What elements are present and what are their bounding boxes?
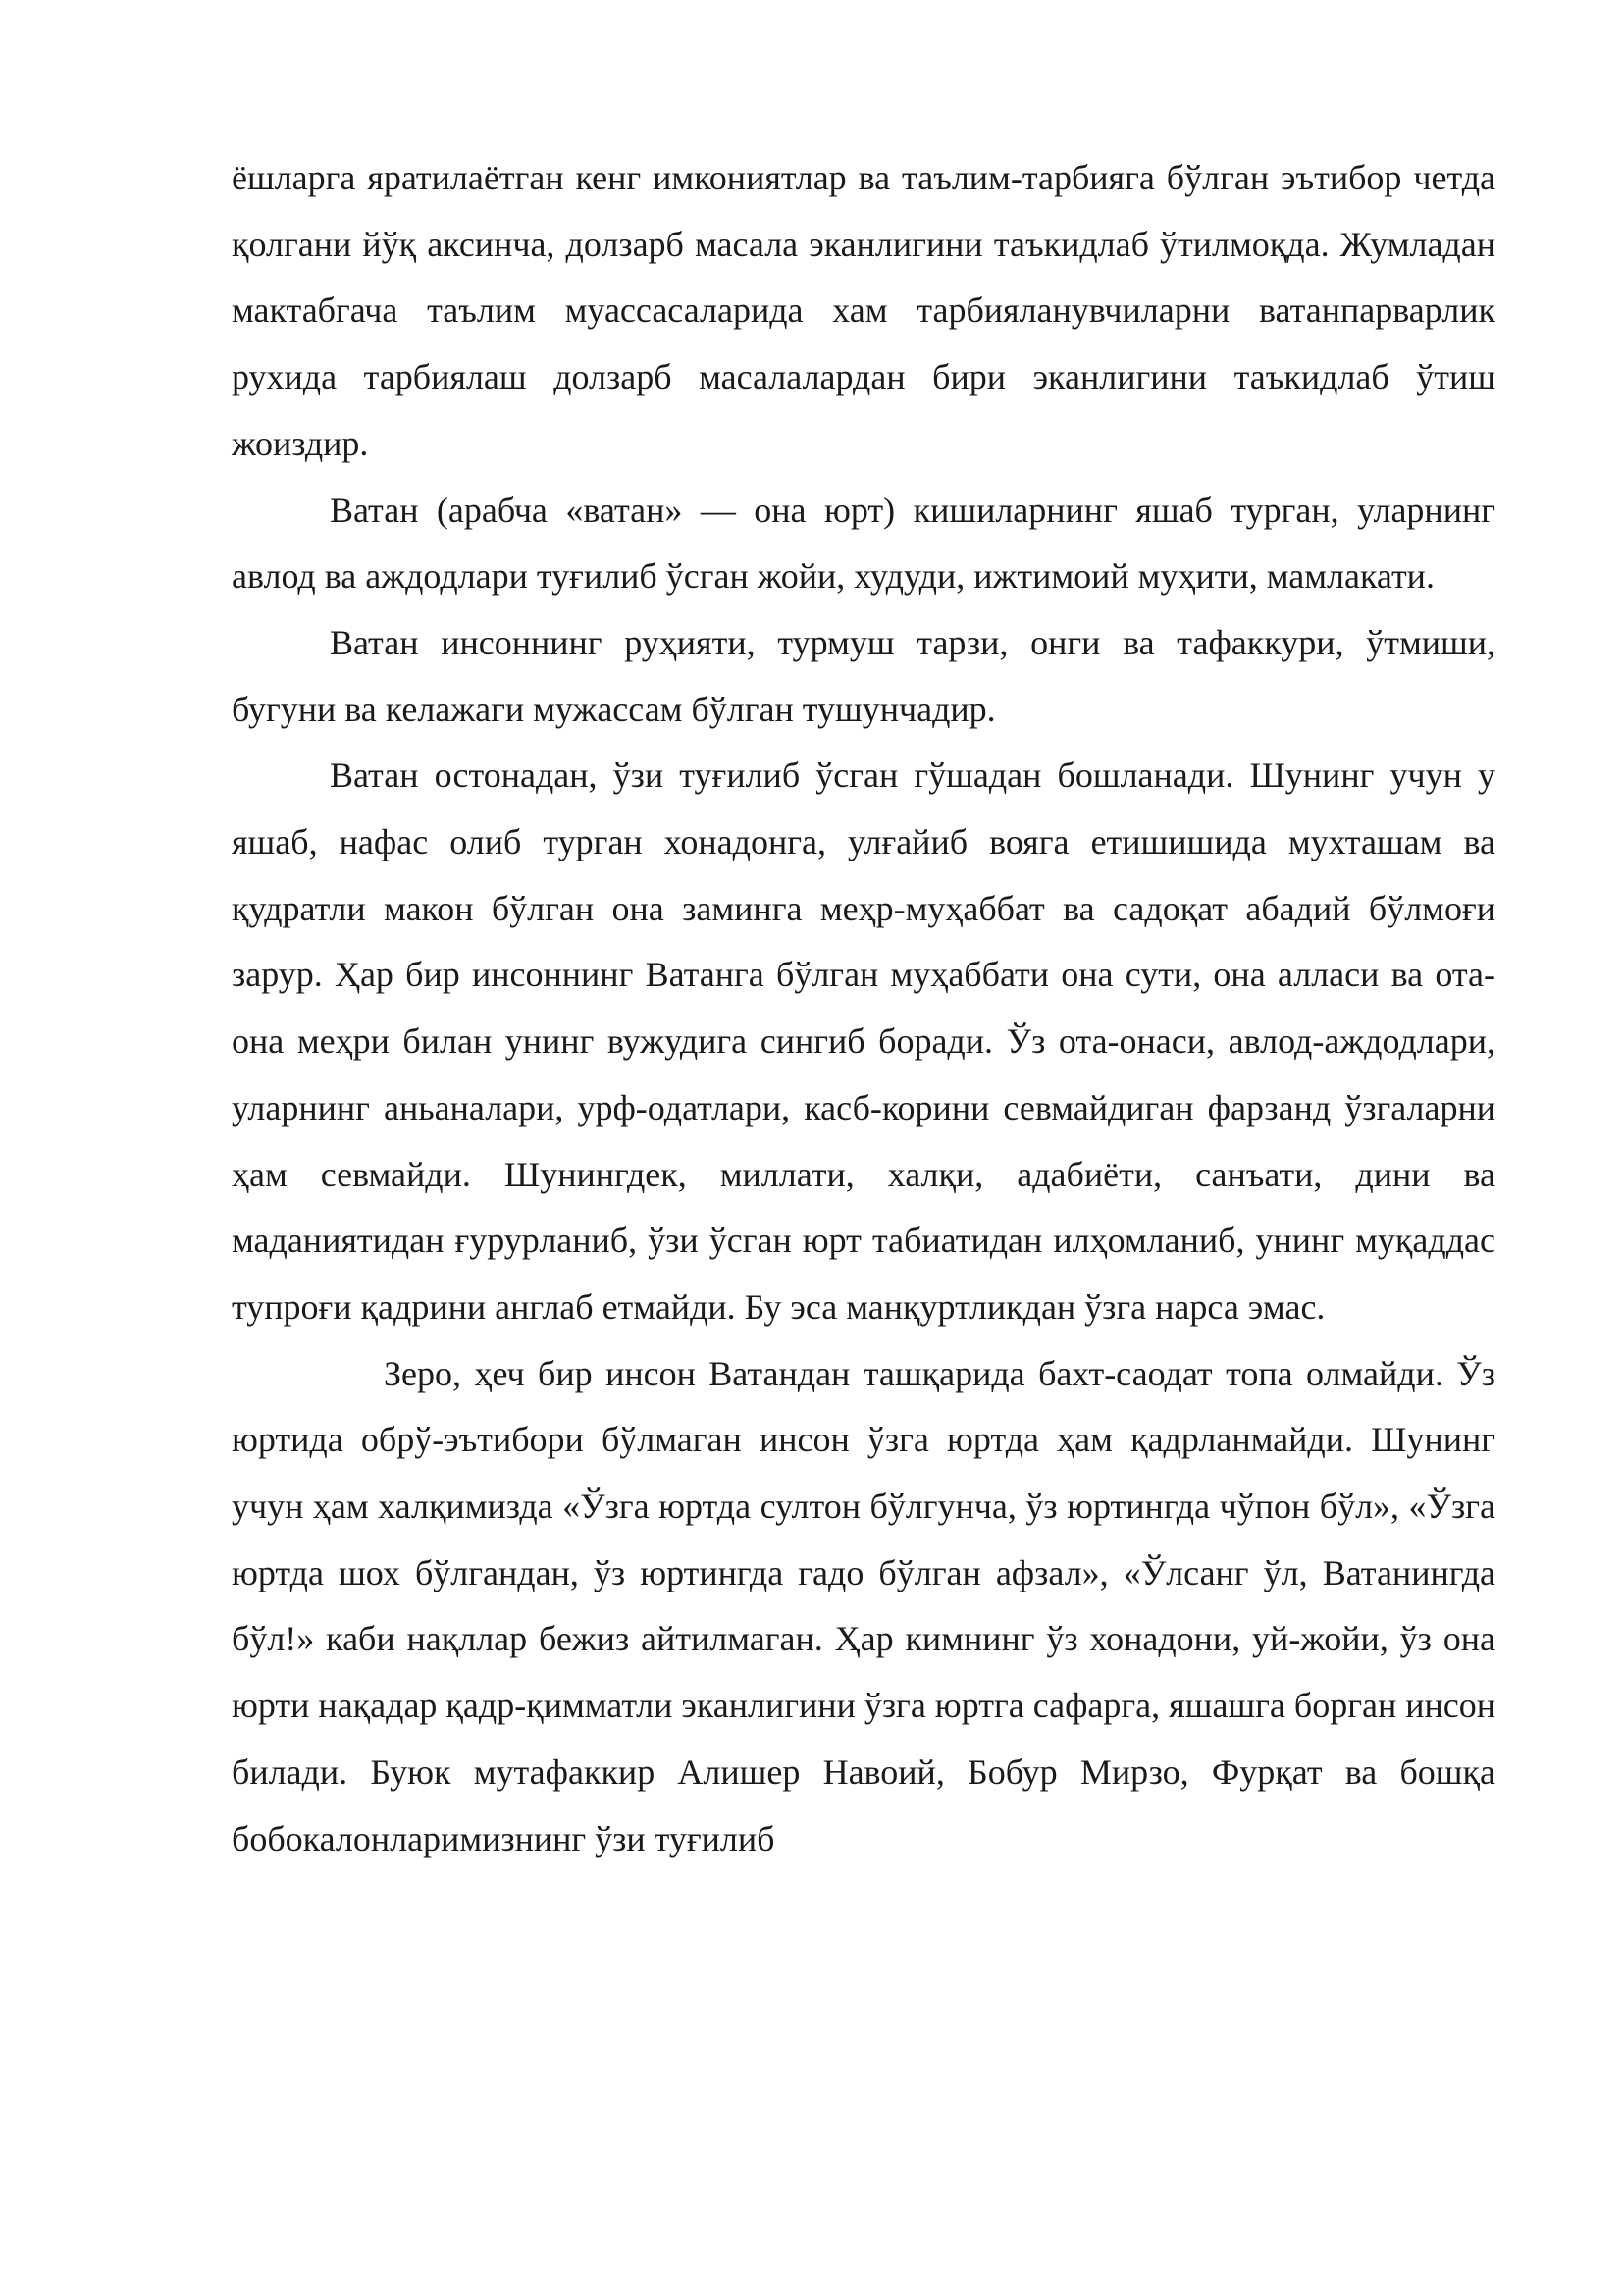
paragraph-2: Ватан (арабча «ватан» — она юрт) кишиларнинг яшаб турган, уларнинг авлод ва аждодлари туғилиб ўсган жойи, худуди, ижтимоий муҳити, мамлакати. [232, 490, 1495, 597]
paragraph-5: Зеро, ҳеч бир инсон Ватандан ташқарида бахт-саодат топа олмайди. Ўз юртида обрў-эътибори бўлмаган инсон ўзга юртда ҳам қадрланмайди. Шунинг учун ҳам халқимизда «Ўзга юртда султон бўлгунча, ўз юртингда чўпон бўл», «Ўзга юртда шох бўлгандан, ўз юртингда гадо бўлган афзал», «Ўлсанг ўл, Ватанингда бўл!» каби нақллар бежиз айтилмаган. Ҳар кимнинг ўз хонадони, уй-жойи, ўз она юрти нақадар қадр-қимматли эканлигини ўзга юртга сафарга, яшашга борган инсон билади. Буюк мутафаккир Алишер Навоий, Бобур Мирзо, Фурқат ва бошқа бобокалонларимизнинг ўзи туғилиб [232, 1353, 1495, 1858]
paragraph-4: Ватан остонадан, ўзи туғилиб ўсган гўшадан бошланади. Шунинг учун у яшаб, нафас олиб турган хонадонга, улғайиб вояга етишишида мухташам ва қудратли макон бўлган она заминга меҳр-муҳаббат ва садоқат абадий бўлмоғи зарур. Ҳар бир инсоннинг Ватанга бўлган муҳаббати она сути, она алласи ва ота-она меҳри билан унинг вужудига сингиб боради. Ўз ота-онаси, авлод-аждодлари, уларнинг аньаналари, урф-одатлари, касб-корини севмайдиган фарзанд ўзгаларни ҳам севмайди. Шунингдек, миллати, халқи, адабиёти, санъати, дини ва маданиятидан ғурурланиб, ўзи ўсган юрт табиатидан илҳомланиб, унинг муқаддас тупроғи қадрини англаб етмайди. Бу эса манқуртликдан ўзга нарса эмас. [232, 756, 1495, 1327]
document-body [232, 145, 1495, 1872]
paragraph-1: ёшларга яратилаётган кенг имкониятлар ва таълим-тарбияга бўлган эътибор четда қолгани йўқ аксинча, долзарб масала эканлигини таъкидлаб ўтилмоқда. Жумладан мактабгача таълим муассасаларида хам тарбияланувчиларни ватанпарварлик рухида тарбиялаш долзарб масалалардан бири эканлигини таъкидлаб ўтиш жоиздир. [232, 158, 1495, 463]
paragraph-3: Ватан инсоннинг руҳияти, турмуш тарзи, онги ва тафаккури, ўтмиши, бугуни ва келажаги мужассам бўлган тушунчадир. [232, 622, 1495, 729]
